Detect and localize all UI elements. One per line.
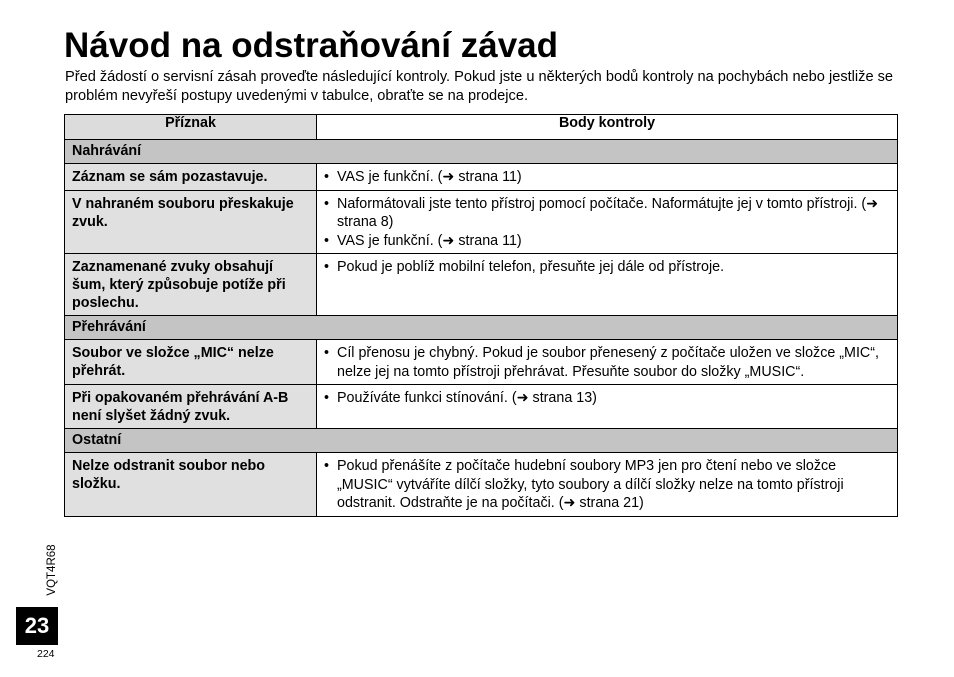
check-item: • Naformátovali jste tento přístroj pomocí počítače. Naformátujte jej v tomto přístroji. (➜ strana 8) bbox=[323, 195, 893, 232]
symptom-cell: Nelze odstranit soubor nebo složku. bbox=[65, 453, 317, 517]
intro-paragraph: Před žádostí o servisní zásah proveďte následující kontroly. Pokud jste u některých bodů kontroly na pochybách nebo jestliže se problém nevyřeší postupy uvedenými v tabulce, obraťte se na prodejce. bbox=[65, 69, 894, 104]
page-number: 23 bbox=[16, 607, 58, 645]
header-symptom: Příznak bbox=[65, 115, 317, 140]
check-item: • VAS je funkční. (➜ strana 11) bbox=[323, 232, 893, 251]
symptom-cell: Při opakovaném přehrávání A-B není slyšet žádný zvuk. bbox=[65, 385, 317, 429]
symptom-cell: Zaznamenané zvuky obsahují šum, který způsobuje potíže při poslechu. bbox=[65, 254, 317, 316]
checks-cell bbox=[317, 254, 898, 316]
check-item: • Pokud přenášíte z počítače hudební soubory MP3 jen pro čtení nebo ve složce „MUSIC“ vytváříte dílčí složky, tyto soubory a dílčí složky nelze na tomto přístroji odstranit. Odstraňte je na počítači. (➜ strana 21) bbox=[323, 457, 893, 513]
check-item: • Používáte funkci stínování. (➜ strana 13) bbox=[323, 389, 893, 408]
symptom-cell: V nahraném souboru přeskakuje zvuk. bbox=[65, 190, 317, 254]
checks-cell bbox=[317, 340, 898, 385]
section-title: Přehrávání bbox=[65, 316, 898, 340]
symptom-cell: Záznam se sám pozastavuje. bbox=[65, 164, 317, 191]
table-row bbox=[65, 453, 898, 517]
checks-cell bbox=[317, 385, 898, 429]
section-title: Nahrávání bbox=[65, 140, 898, 164]
table-row bbox=[65, 254, 898, 316]
checks-cell bbox=[317, 164, 898, 191]
check-item: • Cíl přenosu je chybný. Pokud je soubor přenesený z počítače uložen ve složce „MIC“, nelze jej na tomto přístroji přehrávat. Přesuňte soubor do složky „MUSIC“. bbox=[323, 344, 893, 381]
table-row bbox=[65, 164, 898, 191]
model-code-label: VQT4R68 bbox=[46, 544, 58, 596]
section-row-recording bbox=[65, 140, 898, 164]
check-item: • Pokud je poblíž mobilní telefon, přesuňte jej dále od přístroje. bbox=[323, 258, 893, 277]
symptom-cell: Soubor ve složce „MIC“ nelze přehrát. bbox=[65, 340, 317, 385]
model-code bbox=[45, 540, 57, 600]
check-item: • VAS je funkční. (➜ strana 11) bbox=[323, 168, 893, 187]
section-title: Ostatní bbox=[65, 429, 898, 453]
table-row bbox=[65, 190, 898, 254]
table-row bbox=[65, 385, 898, 429]
section-row-playback bbox=[65, 316, 898, 340]
table-header-row bbox=[65, 115, 898, 140]
checks-cell bbox=[317, 453, 898, 517]
troubleshooting-table bbox=[64, 114, 898, 517]
checks-cell bbox=[317, 190, 898, 254]
header-checks: Body kontroly bbox=[317, 115, 898, 140]
section-row-other bbox=[65, 429, 898, 453]
table-row bbox=[65, 340, 898, 385]
sub-page-number: 224 bbox=[37, 648, 55, 660]
page-title: Návod na odstraňování závad bbox=[64, 26, 559, 65]
